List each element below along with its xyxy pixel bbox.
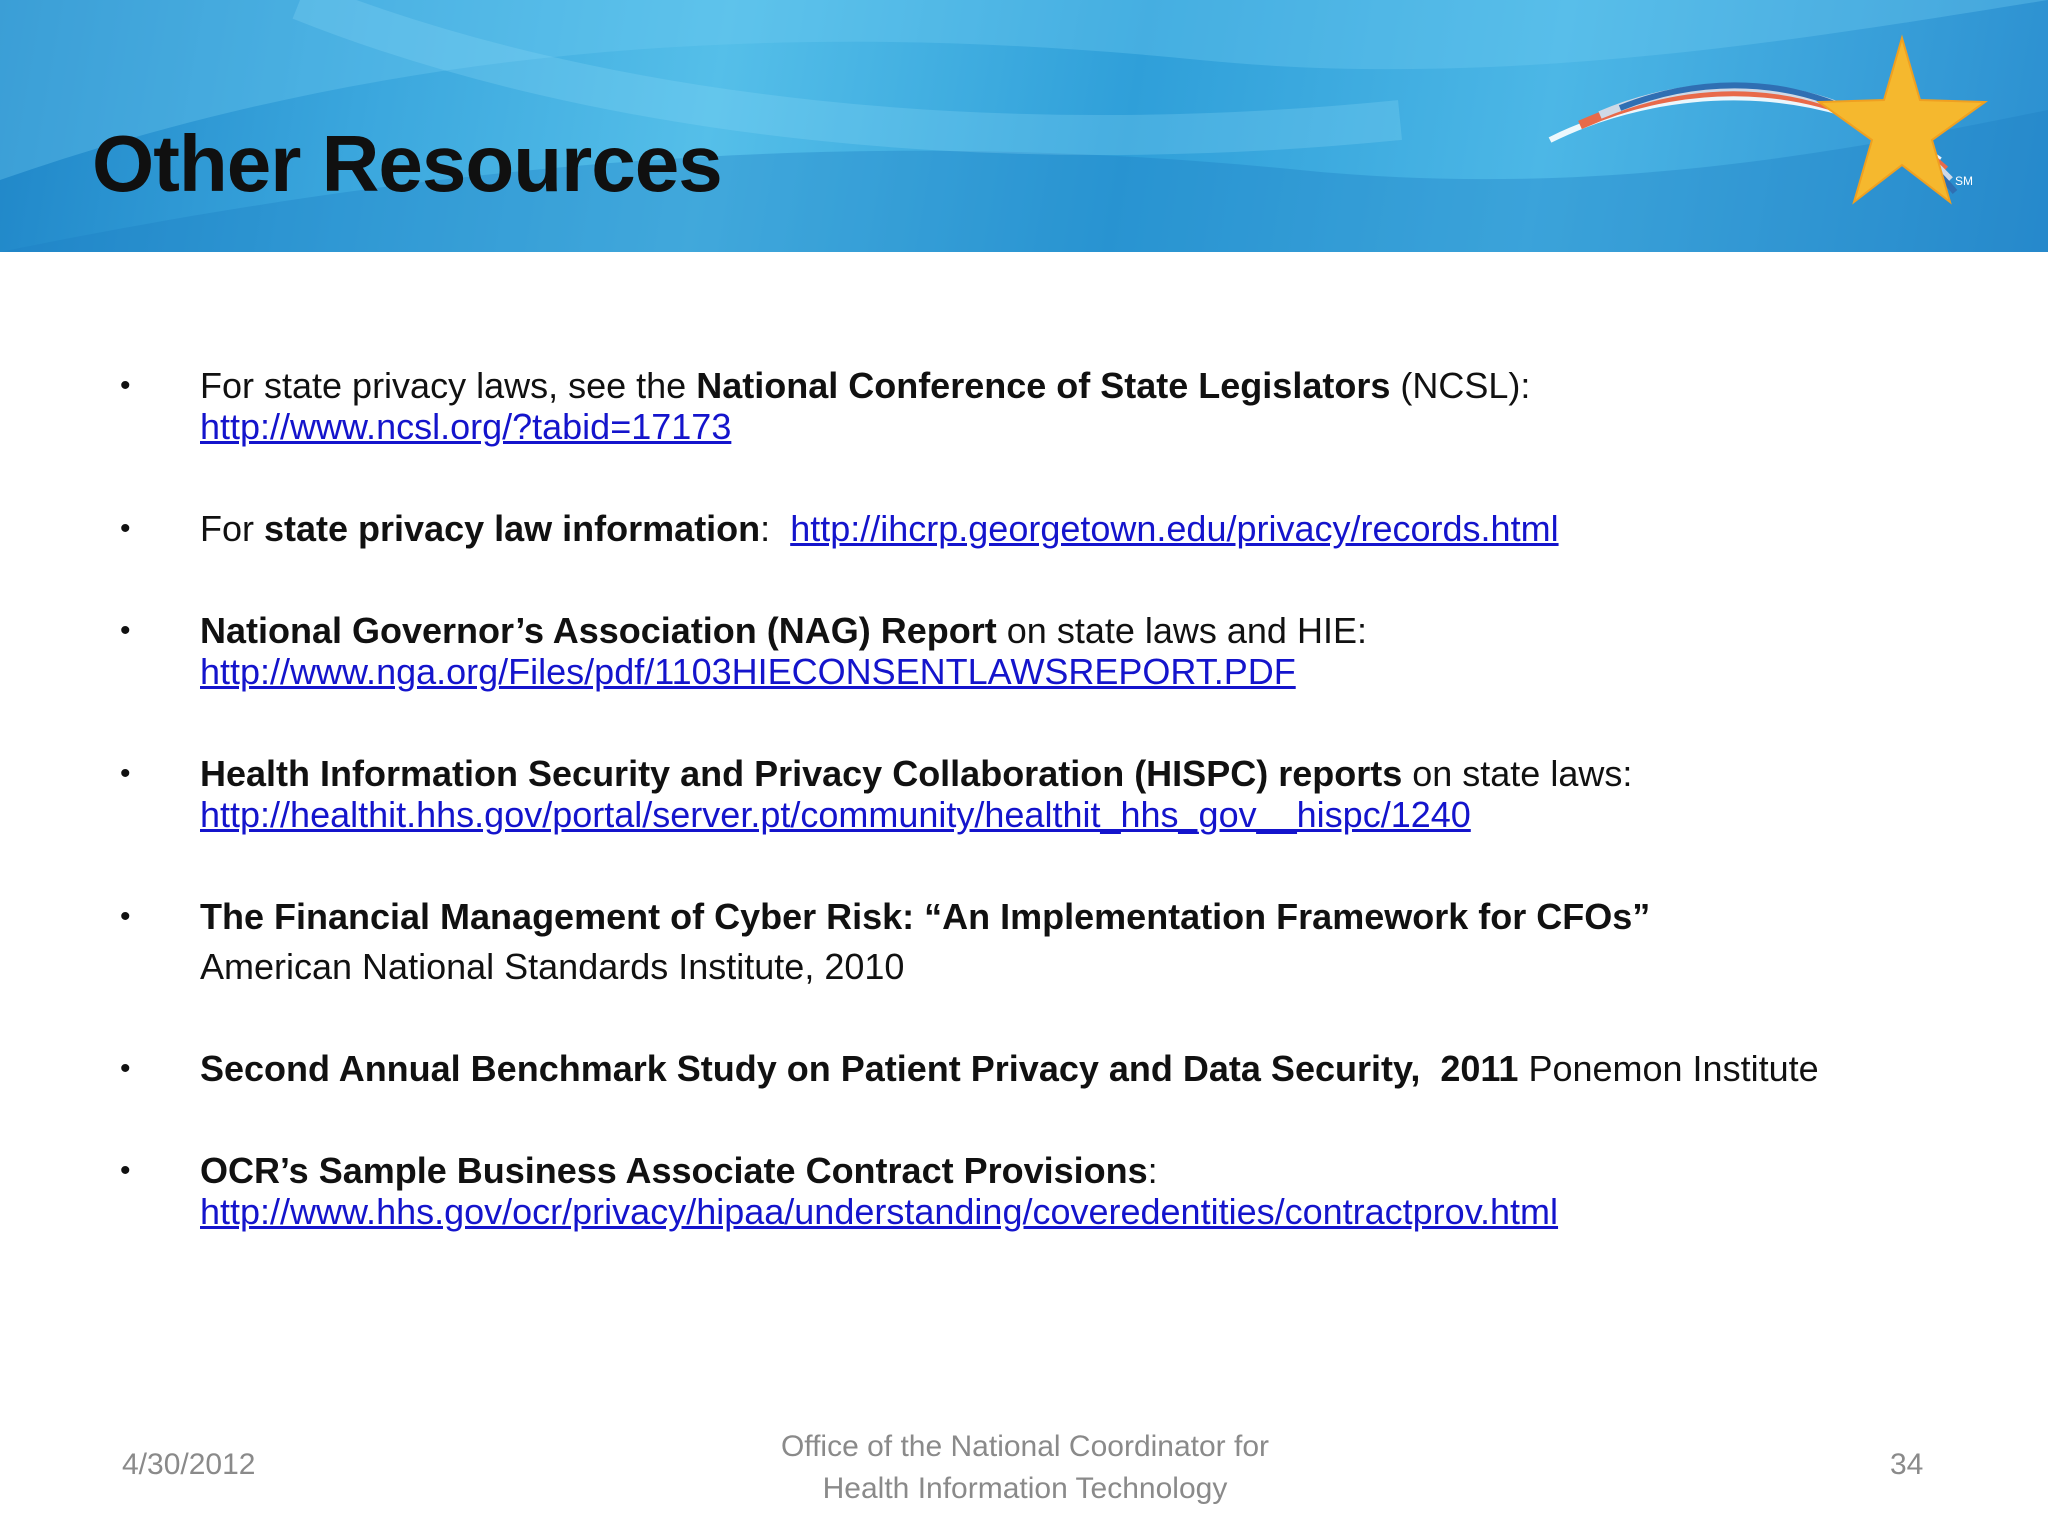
bullet-icon: • (120, 900, 131, 933)
list-item (120, 753, 1980, 835)
list-item (120, 365, 1980, 447)
bullet-icon: • (120, 757, 131, 790)
item-text: : (1147, 1150, 1158, 1191)
item-bold-text: National Governor’s Association (NAG) Report (200, 610, 997, 651)
item-bold-text: National Conference of State Legislators (696, 365, 1391, 406)
bullet-icon: • (120, 614, 131, 647)
nga-report-link[interactable]: http://www.nga.org/Files/pdf/1103HIECONSENTLAWSREPORT.PDF (200, 651, 1296, 692)
hispc-link[interactable]: http://healthit.hhs.gov/portal/server.pt/community/healthit_hhs_gov__hispc/1240 (200, 794, 1471, 835)
item-bold-text: Health Information Security and Privacy Collaboration (HISPC) reports (200, 753, 1403, 794)
item-text: on state laws and HIE: (996, 610, 1367, 651)
item-text: For state privacy laws, see the (200, 365, 697, 406)
item-text: Ponemon Institute (1518, 1048, 1819, 1089)
item-text: on state laws: (1402, 753, 1633, 794)
bullet-icon: • (120, 369, 131, 402)
bullet-icon: • (120, 1052, 131, 1085)
item-bold-text: The Financial Management of Cyber Risk: “An Implementation Framework for CFOs” (200, 896, 1651, 937)
footer-date: 4/30/2012 (122, 1448, 256, 1481)
list-item (120, 1048, 1980, 1089)
footer-organization (700, 1426, 1350, 1510)
item-text: For (200, 508, 265, 549)
footer-org-line-1: Office of the National Coordinator for (780, 1430, 1270, 1463)
bullet-icon: • (120, 1154, 131, 1187)
item-bold-text: OCR’s Sample Business Associate Contract Provisions (200, 1150, 1148, 1191)
ncsl-link[interactable]: http://www.ncsl.org/?tabid=17173 (200, 406, 732, 447)
item-bold-text: Second Annual Benchmark Study on Patient Privacy and Data Security, 2011 (200, 1048, 1519, 1089)
page-number: 34 (1890, 1448, 1924, 1481)
ocr-contract-link[interactable]: http://www.hhs.gov/ocr/privacy/hipaa/understanding/coveredentities/contractprov.html (200, 1191, 1559, 1232)
item-subtext: American National Standards Institute, 2010 (200, 946, 905, 987)
item-text: : (760, 508, 791, 549)
list-item (120, 508, 1980, 549)
list-item (120, 1150, 1980, 1232)
resource-list (120, 365, 1980, 1232)
header-banner (0, 0, 2048, 252)
item-bold-text: state privacy law information (264, 508, 761, 549)
footer-org-line-2: Health Information Technology (822, 1472, 1228, 1505)
page-title: Other Resources (92, 119, 722, 208)
item-text: (NCSL): (1390, 365, 1531, 406)
georgetown-link[interactable]: http://ihcrp.georgetown.edu/privacy/records.html (790, 508, 1559, 549)
service-mark: SM (1955, 174, 1973, 188)
list-item (120, 896, 1980, 987)
list-item (120, 610, 1980, 692)
onc-star-logo (1540, 30, 2000, 240)
bullet-icon: • (120, 512, 131, 545)
